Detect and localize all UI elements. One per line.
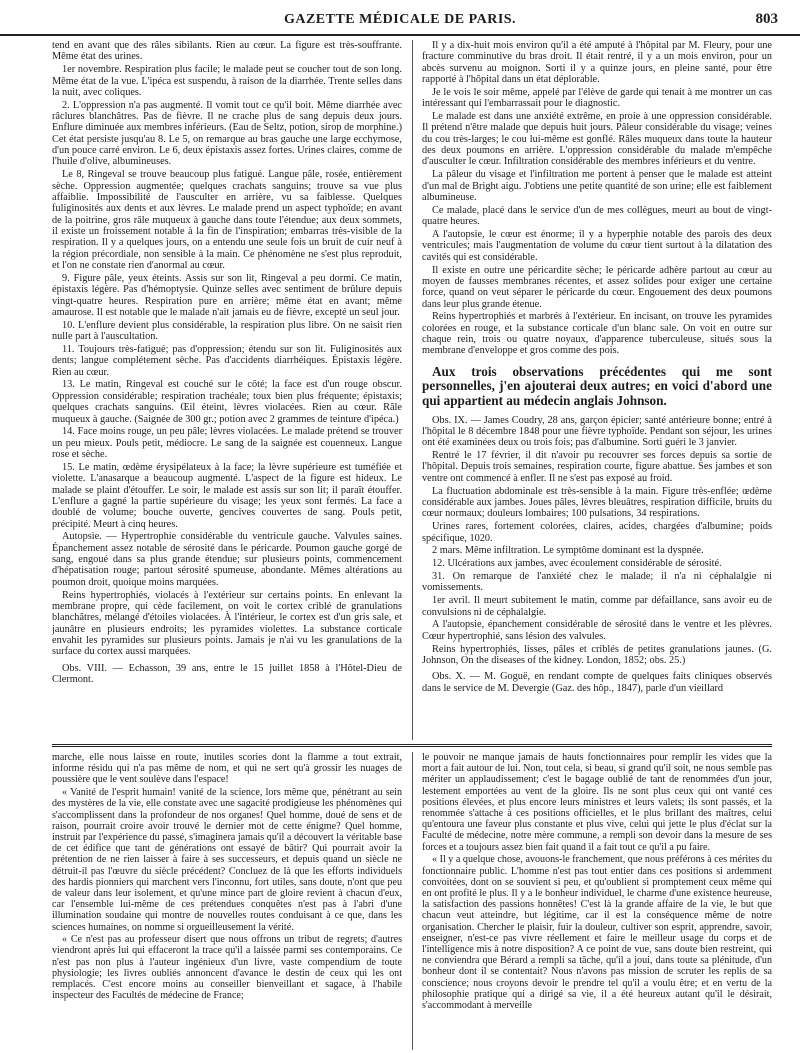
paragraph: Ce malade, placé dans le service d'un de mes collègues, meurt au bout de vingt-quatre heures. [422, 204, 772, 228]
paragraph: le pouvoir ne manque jamais de hauts fonctionnaires pour remplir les vides que la mort a fait autour de lui. Non, tout cela, si beau, si grand qu'il soit, ne nous semble pas mériter un applaudissement; c'est le bagage oublié de tant de renommées d'un jour, lestement emportées au vent de la gloire. Ils ne sont plus ceux qui ont vanté ces positions élevées, et plus encore leurs ministres et leurs valets; ils sont passés, et la renommée s'attache à ces positions officielles, et le plus brillant des maîtres, celui qu'entoura une faveur plus constante et plus vive, celui qui jette le plus d'éclat sur la Faculté de médecine, notre mère commune, a rempli son devoir dans la mesure de ses forces et a toujours assez bien fait quand il a fait tout ce qu'il a pu faire. [422, 752, 772, 853]
paragraph: 9. Figure pâle, yeux éteints. Assis sur son lit, Ringeval a peu dormi. Ce matin, épistaxis légère. Pas d'hémoptysie. Quinze selles avec sentiment de brûlure depuis vingt-quatre heures. Respiration pure en arrière; même état en avant; même amaurose. Il est notable que le malade n'ait jamais eu de fièvre, excepté un seul jour. [52, 272, 402, 318]
autopsy-paragraph: Autopsie. — Hypertrophie considérable du ventricule gauche. Valvules saines. Épanchement assez notable de sérosité dans le péricarde. Poumon gauche gorgé de sang, engoué dans sa plus grande étendue; sur plusieurs points, commencement d'hépatisation rouge; partout sérosité spumeuse, abondante. Mêmes altérations au poumon droit, quoique moins marquées. [52, 531, 402, 588]
paragraph: 12. Ulcérations aux jambes, avec écoulement considérable de sérosité. [432, 558, 722, 570]
bottom-right-column [422, 752, 772, 1050]
paragraph: Reins hypertrophiés, violacés à l'extérieur sur certains points. En enlevant la membrane propre, qui cède facilement, on voit le cortex criblé de granulations blanchâtres, mélangé d'étoiles violacées. À l'intérieur, le cortex est d'un gris sale, et jaunâtre en plusieurs endroits; les pyramides violettes. La substance corticale envahit les pyramides sur plusieurs points. Jamais je n'ai vu les granulations de la surface du cortex aussi marquées. [52, 589, 402, 658]
paragraph: 1er novembre. Respiration plus facile; le malade peut se coucher tout de son long. Même état de la vue. L'ipéca est suspendu, à raison de la diarrhée. Trente selles dans la nuit, avec coliques. [52, 64, 402, 98]
feuilleton-section [52, 752, 772, 1050]
page-header [0, 0, 800, 36]
paragraph: Urines rares, fortement colorées, claires, acides, chargées d'albumine; poids spécifique, 1020. [422, 521, 772, 544]
paragraph: 10. L'enflure devient plus considérable, la respiration plus libre. On ne saisit rien nulle part à l'auscultation. [52, 319, 402, 343]
paragraph: « Ce n'est pas au professeur disert que nous offrons un tribut de regrets; d'autres viendront après lui qui effaceront la trace qu'il a laissée parmi ses contemporains. Ce n'est pas non plus à l'auteur ingénieux d'un livre, vaste compendium de toute physiologie; les livres oubliés annoncent d'avance le destin de ceux qui les ont remplacés. C'est encore moins au conseiller bienveillant et sagace, à l'habile inspecteur des Facultés de médecine de France; [52, 934, 402, 1002]
paragraph: La pâleur du visage et l'infiltration me portent à penser que le malade est atteint d'un mal de Bright aigu. J'obtiens une petite quantité de son urine; elle est faiblement albumineuse. [422, 169, 772, 203]
paragraph: tend en avant que des râles sibilants. Rien au cœur. La figure est très-souffrante. Même état des urines. [52, 40, 402, 63]
paragraph: 1er avril. Il meurt subitement le matin, comme par défaillance, sans avoir eu de convulsions ni de céphalalgie. [422, 595, 772, 618]
paragraph: 2 mars. Même infiltration. Le symptôme dominant est la dyspnée. [432, 545, 704, 557]
top-left-column [52, 40, 402, 740]
paragraph: « Il y a quelque chose, avouons-le franchement, que nous préférons à ces mérites du fonctionnaire public. L'homme n'est pas tout entier dans ces positions si ardemment convoitées, dont on se souvient si peu, et qu'oublient si promptement ceux même qui en ont profité le plus. Il y a le bonheur individuel, le charme d'une existence heureuse, la satisfaction des passions honnêtes! C'est là la grande affaire de la vie, le but que chacun veut atteindre, but légitime, car il est la conséquence même de notre organisation. Chercher le plaisir, fuir la douleur, cultiver son esprit, apprendre, savoir, enseigner, n'est-ce pas vivre réellement et faire le meilleur usage du corps et de l'intelligence mis à notre disposition? A ce point de vue, sans doute bien restreint, qui ne conviendra que Bérard a rempli sa tâche, qu'il a joui, dans toute sa plénitude, d'un bonheur dont il se contentait? Nous n'avons pas mission de scruter les replis de sa conscience; nous croyons devoir le prendre tel qu'il a voulu être; et en vertu de la philosophie pratique qui a dirigé sa vie, il a été heureux autant qu'il le désirait, s'accommodant à merveille [422, 854, 772, 1011]
observation-heading: Obs. IX. — James Coudry, 28 ans, garçon épicier; santé antérieure bonne; entré à l'hôpital le 8 décembre 1848 pour une fièvre typhoïde. Pendant son séjour, les urines ont été examinées deux ou trois fois; pas d'albumine. Sorti guéri le 3 janvier. [422, 414, 772, 449]
top-right-column [422, 40, 772, 740]
paragraph: 11. Toujours très-fatigué; pas d'oppression; étendu sur son lit. Fuliginosités aux dents; langue complétement sèche. Pas d'accidents diarrhéiques. Épistaxis légère. Rien au cœur. [52, 343, 402, 378]
paragraph: 2. L'oppression n'a pas augmenté. Il vomit tout ce qu'il boit. Même diarrhée avec râclures blanchâtres. Pas de fièvre. Il ne crache plus de sang depuis deux jours. Enflure diminuée aux membres inférieurs. (Eau de Seltz, potion, sirop de morphine.) Cet état persiste jusqu'au 8. Le 5, on remarque au bras gauche une large ecchymose, d'un pouce carré environ. Le 6, deux épistaxis assez fortes. Urines claires, comme de l'huile d'olive, albumineuses. [52, 99, 402, 168]
paragraph: Il existe en outre une péricardite sèche; le péricarde adhère partout au cœur au moyen de fausses membranes récentes, et assez solides pour exiger une certaine force, quand on veut séparer le péricarde du cœur. Engouement des deux poumons dans leur plus grande étenue. [422, 264, 772, 310]
journal-title: GAZETTE MÉDICALE DE PARIS. [283, 12, 517, 27]
column-rule [412, 752, 413, 1050]
observation-heading: Obs. VIII. — Echasson, 39 ans, entre le 15 juillet 1858 à l'Hôtel-Dieu de Clermont. [52, 662, 402, 686]
paragraph: Reins hypertrophiés et marbrés à l'extérieur. En incisant, on trouve les pyramides colorées en rouge, et la substance corticale d'un blanc sale. On voit en outre sur chaque rein, trois ou quatre noyaux, d'apparence tuberculeuse, situés sous la membrane d'enveloppe et gros comme des pois. [422, 311, 772, 357]
paragraph: « Vanité de l'esprit humain! vanité de la science, lors même que, pénétrant au sein des mystères de la vie, elle constate avec une sagacité prodigieuse les phénomènes qui s'accomplissent dans la profondeur de nos organes! Quel homme, doué de sens et de raison, pourrait croire avoir trouvé le dernier mot de cette énigme? Quel homme, instruit par l'expérience du passé, s'imaginera jamais qu'il a découvert la véritable base de cet édifice que tant de générations ont essayé de bâtir? Qui pourrait avoir la prétention de ne rien laisser à faire à ses successeurs, et depuis quand un siècle ne détruit-il pas l'œuvre du siècle précédent? Concluez de là que les efforts individuels des hardis pionniers qui marchent vers l'inconnu, fort utiles, sans doute, n'ont que peu de valeur dans leur isolement, et qu'une mince part de gloire revient à chacun d'eux, car l'ensemble lui-même de ces prétendues conquêtes n'est pas à l'abri d'une illumination soudaine qui montre de nouvelles routes conduisant à ce que, dans les sciences humaines, on nomme si orgueilleusement la vérité. [52, 787, 402, 933]
paragraph: 15. Le matin, œdème érysipélateux à la face; la lèvre supérieure est tuméfiée et violette. L'anasarque a beaucoup augmenté. L'aspect de la figure est hideux. Le malade se plaint d'étouffer. Le soir, le malade est assis sur son lit; il paraît étouffer. L'enflure a gagné la partie supérieure du visage; les yeux sont fermés. La face a doublé de volume; bouche ouverte, gencives couvertes de sang. Pouls petit, précipité. Meurt à cinq heures. [52, 461, 402, 530]
paragraph: marche, elle nous laisse en route, inutiles scories dont la flamme a tout extrait, informe résidu qui n'a pas même de nom, et qui ne sert qu'à grossir les nuages de poussière que le vent soulève dans l'espace! [52, 752, 402, 786]
paragraph: 13. Le matin, Ringeval est couché sur le côté; la face est d'un rouge obscur. Oppression considérable; respiration trachéale; toux bien plus fréquente; épistaxis; quelques crachats sanguins. Œil éteint, lèvres violacées. Rien au cœur. Râle muqueux à gauche. (Saignée de 300 gr.; potion avec 2 grammes de teinture d'ipéca.) [52, 379, 402, 425]
observation-heading: Obs. X. — M. Goguë, en rendant compte de quelques faits cliniques observés dans le service de M. Devergie (Gaz. des hôp., 1847), parle d'un vieillard [422, 671, 772, 694]
top-article-section [52, 40, 772, 740]
paragraph: La fluctuation abdominale est très-sensible à la main. Figure très-enflée; œdème considérable aux jambes. Joues pâles, lèvres bleuâtres, respiration difficile, bruits du cœur normaux; douleurs lombaires; 100 pulsations, 34 respirations. [422, 485, 772, 520]
paragraph: Le 8, Ringeval se trouve beaucoup plus fatigué. Langue pâle, rosée, entièrement sèche. Oppression augmentée; quelques crachats sanguins; trouve sa vue plus affaiblie. Impossibilité de l'ausculter en arrière, vu sa faiblesse. Quelques fuliginosités aux dents et aux lèvres. Le malade prend un aspect typhoïde; en avant de la poitrine, gros râle muqueux à gauche dans toute l'étendue; aux deux sommets, il existe un froissement notable à la fin de l'inspiration; embarras très-visible de la respiration. Il y a quelques jours, on a entendu une seule fois un bruit de cuir neuf à la région précordiale, non sensible à la main. Ce phénomène ne s'est plus reproduit, et l'on ne constate rien d'anormal au cœur. [52, 169, 402, 272]
lead-paragraph: Aux trois observations précédentes qui me sont personnelles, j'en ajouterai deux autres; en voici d'abord une qui appartient au médecin anglais Johnson. [422, 363, 772, 408]
paragraph: Le malade est dans une anxiété extrême, en proie à une oppression considérable. Il prétend n'être malade que depuis huit jours. Pâleur considérable du visage; veines du cou très-larges; le cou lui-même est gonflé. Râles muqueux dans toute la hauteur des deux poumons en arrière. L'oppression considérable du malade m'empêche d'ausculter le cœur. Infiltration considérable des membres inférieurs et du ventre. [422, 111, 772, 168]
bottom-left-column [52, 752, 402, 1050]
section-divider [52, 744, 772, 747]
paragraph: Je le vois le soir même, appelé par l'élève de garde qui tenait à me montrer un cas intéressant qui l'embarrassait pour le diagnostic. [422, 86, 772, 110]
paragraph: A l'autopsie, épanchement considérable de sérosité dans le ventre et les plèvres. Cœur hypertrophié, sans lésion des valvules. [422, 619, 772, 642]
paragraph: 31. On remarque de l'anxiété chez le malade; il n'a ni céphalalgie ni vomissements. [422, 571, 772, 594]
paragraph: A l'autopsie, le cœur est énorme; il y a hyperphie notable des parois des deux ventricules; mais l'augmentation de volume du cœur tient surtout à la dilatation des cavités qui est considérable. [422, 229, 772, 263]
page-number: 803 [755, 11, 778, 27]
citation-paragraph: Reins hypertrophiés, lisses, pâles et criblés de petites granulations jaunes. (G. Johnson, On the diseases of the kidney. London, 1852; obs. 25.) [422, 643, 772, 666]
paragraph: 14. Face moins rouge, un peu pâle; lèvres violacées. Le malade prétend se trouver un peu mieux. Pouls petit, médiocre. Le sang de la saignée est couenneux. Langue rose et sèche. [52, 426, 402, 461]
paragraph: Rentré le 17 février, il dit n'avoir pu recouvrer ses forces depuis sa sortie de l'hôpital. Depuis trois semaines, respiration courte, figure abattue. Ses jambes et son ventre ont commencé à enfler. Il ne s'est pas exposé au froid. [422, 450, 772, 484]
column-rule [412, 40, 413, 740]
paragraph: Il y a dix-huit mois environ qu'il a été amputé à l'hôpital par M. Fleury, pour une fracture comminutive du bras droit. Il était rentré, il y a un mois environ, pour un abcès survenu au moignon. Sorti il y a quinze jours, en pleine santé, pour être rapporté à l'hôpital dans un état déplorable. [422, 40, 772, 86]
